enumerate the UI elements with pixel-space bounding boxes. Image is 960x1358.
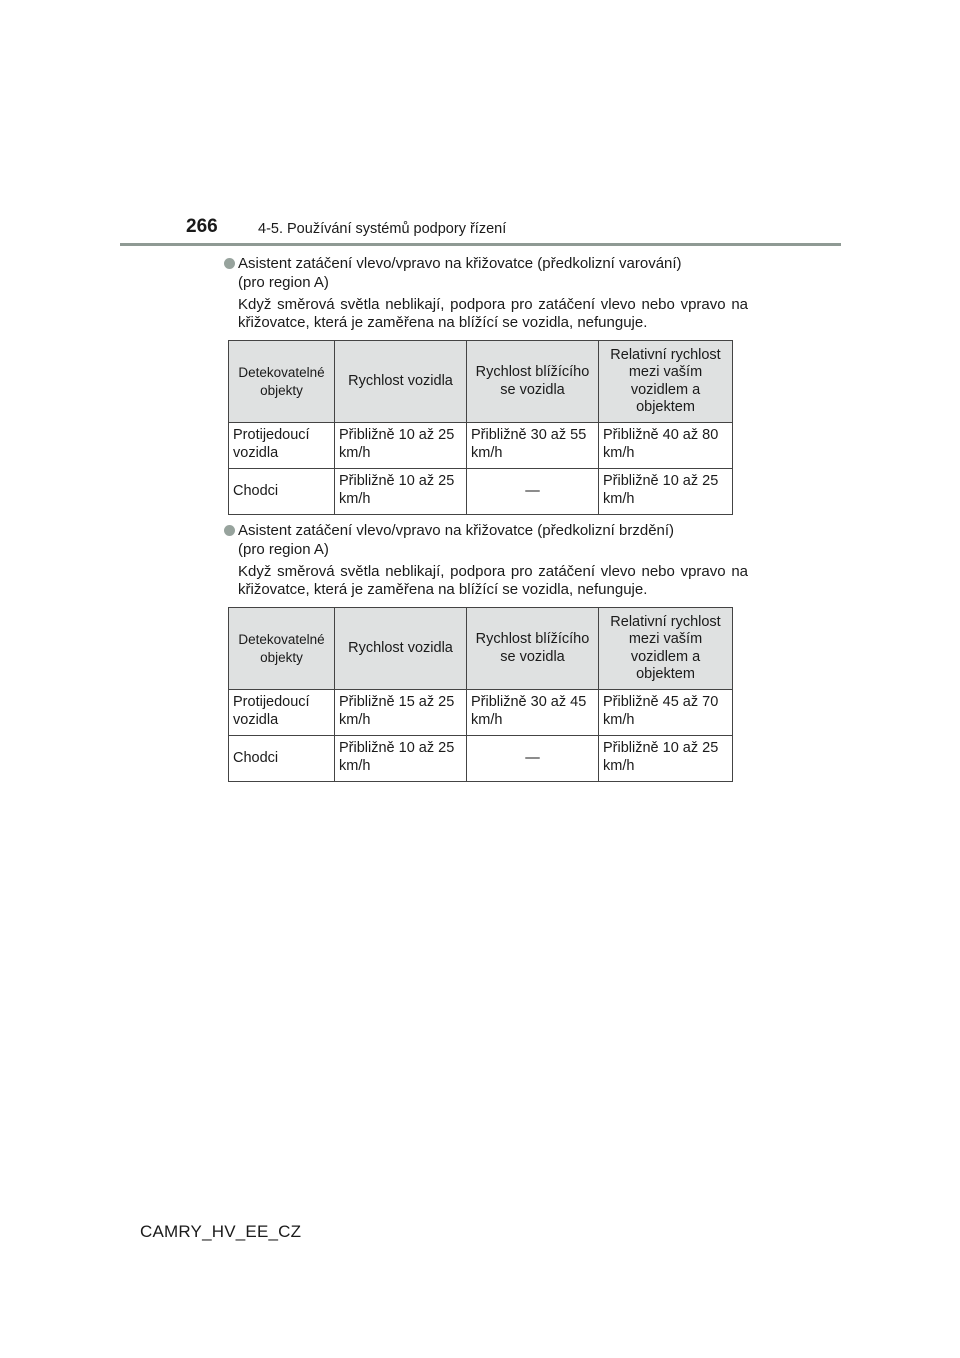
table-row: [229, 690, 733, 736]
table-header-row: [229, 608, 733, 690]
table-cell: Přibližně 45 až 70 km/h: [599, 690, 733, 736]
table-row: [229, 736, 733, 782]
bullet-title: Asistent zatáčení vlevo/vpravo na křižovatce (předkolizní varování): [238, 255, 682, 272]
table-cell: Přibližně 10 až 25 km/h: [335, 736, 467, 782]
bullet-title: Asistent zatáčení vlevo/vpravo na křižovatce (předkolizní brzdění): [238, 522, 675, 539]
table-cell: Přibližně 15 až 25 km/h: [335, 690, 467, 736]
table-cell: Přibližně 10 až 25 km/h: [335, 469, 467, 515]
table-cell: Přibližně 30 až 45 km/h: [467, 690, 599, 736]
table-cell: —: [467, 736, 599, 782]
col-header: Rychlost vozidla: [335, 341, 467, 423]
bullet-subtitle: (pro region A): [238, 274, 329, 291]
table-row: [229, 423, 733, 469]
col-header: Relativní rychlost mezi vaším vozidlem a objektem: [599, 341, 733, 423]
table-cell: Protijedoucí vozidla: [229, 423, 335, 469]
table-cell: Přibližně 10 až 25 km/h: [599, 469, 733, 515]
bullet-dot-icon: [224, 258, 235, 269]
section-title: 4-5. Používání systémů podpory řízení: [258, 221, 507, 237]
description-paragraph: Když směrová světla neblikají, podpora pro zatáčení vlevo nebo vpravo na křižovatce, která je zaměřena na blížící se vozidla, nefunguje.: [238, 296, 748, 331]
footer-model-code: CAMRY_HV_EE_CZ: [140, 1222, 302, 1241]
table-cell: Přibližně 10 až 25 km/h: [599, 736, 733, 782]
table-row: [229, 469, 733, 515]
page-number: 266: [186, 216, 218, 237]
table-cell: Chodci: [229, 736, 335, 782]
table-cell: Chodci: [229, 469, 335, 515]
col-header: Rychlost blížícího se vozidla: [467, 608, 599, 690]
detection-table: [228, 340, 733, 515]
col-header: Detekovatelné objekty: [229, 608, 335, 690]
header-rule: [120, 243, 841, 246]
description-paragraph: Když směrová světla neblikají, podpora pro zatáčení vlevo nebo vpravo na křižovatce, která je zaměřena na blížící se vozidla, nefunguje.: [238, 563, 748, 598]
table-cell: Přibližně 10 až 25 km/h: [335, 423, 467, 469]
table-cell: Přibližně 40 až 80 km/h: [599, 423, 733, 469]
table-cell: —: [467, 469, 599, 515]
col-header: Detekovatelné objekty: [229, 341, 335, 423]
col-header: Rychlost blížícího se vozidla: [467, 341, 599, 423]
col-header: Rychlost vozidla: [335, 608, 467, 690]
table-cell: Přibližně 30 až 55 km/h: [467, 423, 599, 469]
table-cell: Protijedoucí vozidla: [229, 690, 335, 736]
bullet-subtitle: (pro region A): [238, 541, 329, 558]
detection-table: [228, 607, 733, 782]
bullet-dot-icon: [224, 525, 235, 536]
col-header: Relativní rychlost mezi vaším vozidlem a objektem: [599, 608, 733, 690]
table-header-row: [229, 341, 733, 423]
